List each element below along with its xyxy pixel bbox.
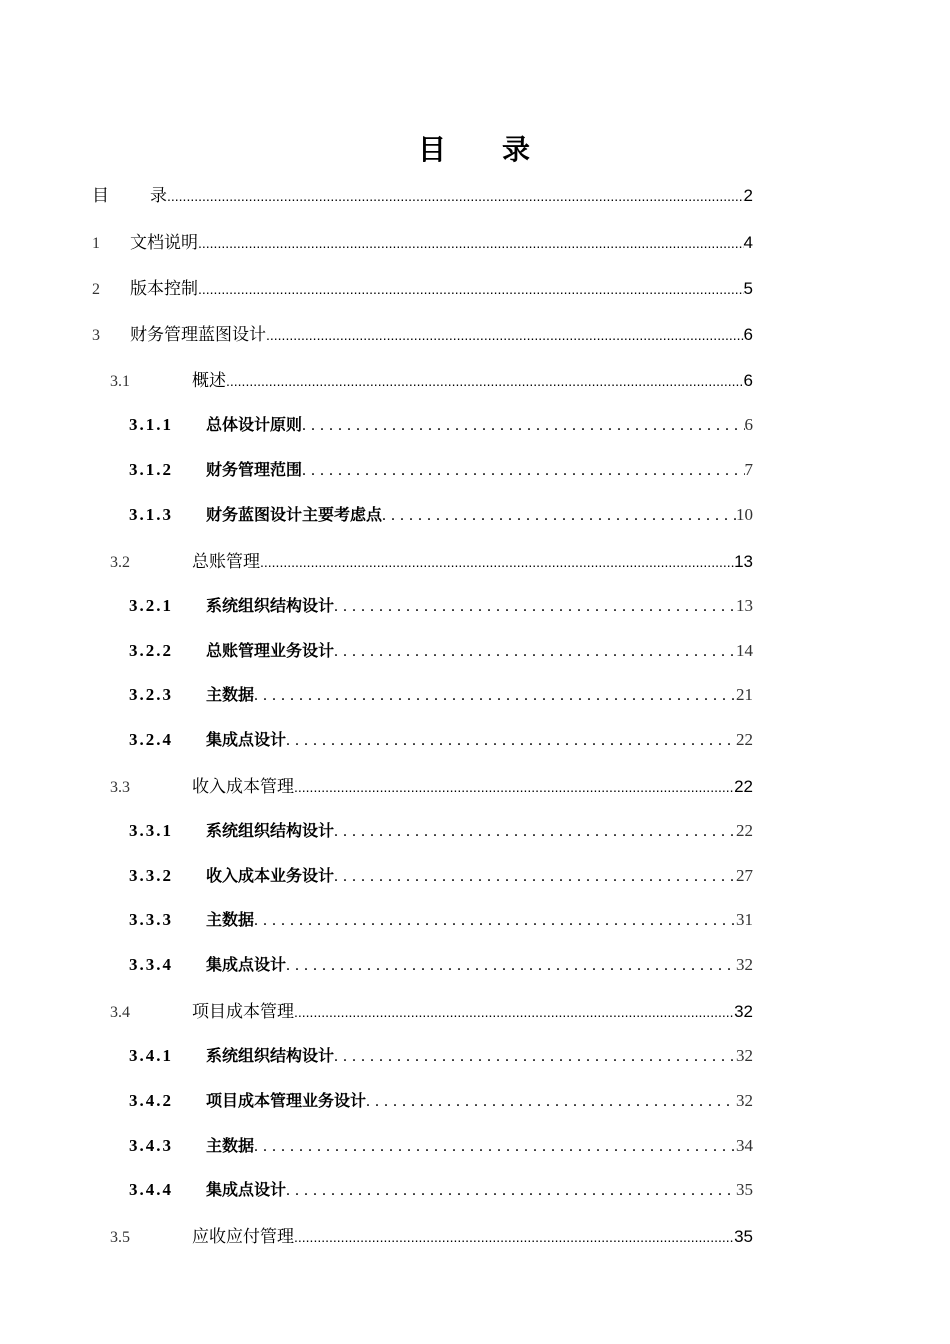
- toc-entry[interactable]: [110, 772, 753, 797]
- toc-entry-number: 3.5: [110, 1229, 130, 1246]
- toc-entry[interactable]: [129, 682, 753, 705]
- toc-entry-label: 集成点设计: [206, 730, 287, 749]
- toc-entry-label: 系统组织结构设计: [206, 821, 335, 840]
- toc-leader-dots: [198, 235, 744, 251]
- toc-entry-page: 34: [736, 1136, 753, 1155]
- toc-entry[interactable]: [129, 638, 753, 661]
- toc-entry-number: 3.1.2: [129, 460, 173, 479]
- toc-entry-number: 3: [92, 327, 100, 344]
- toc-entry[interactable]: [110, 547, 753, 572]
- toc-leader-dots: [294, 1004, 734, 1020]
- toc-entry-label: 总账管理业务设计: [206, 641, 335, 660]
- toc-entry-number: 3.3: [110, 779, 130, 796]
- toc-entry-page: 4: [743, 233, 753, 252]
- toc-entry-number: 2: [92, 281, 100, 298]
- toc-entry-number: 3.1: [110, 373, 130, 390]
- toc-leader-dots: [294, 779, 734, 795]
- toc-leader-dots: [198, 281, 744, 297]
- toc-entry-page: 2: [743, 186, 753, 205]
- toc-title-part2: 录: [502, 133, 533, 166]
- toc-leader-dots: [286, 732, 736, 750]
- toc-leader-dots: [167, 188, 744, 204]
- toc-leader-dots: [226, 373, 744, 389]
- toc-leader-dots: [382, 507, 736, 525]
- toc-entry-page: 14: [736, 641, 753, 660]
- toc-entry-page: 13: [734, 552, 753, 571]
- toc-leader-dots: [254, 687, 736, 705]
- toc-entry[interactable]: [129, 818, 753, 841]
- toc-entry-page: 32: [734, 1002, 753, 1021]
- toc-entry[interactable]: [129, 593, 753, 616]
- toc-entry-label: 项目成本管理业务设计: [206, 1091, 367, 1110]
- toc-entry-label: 主数据: [206, 910, 255, 929]
- toc-entry[interactable]: [129, 952, 753, 975]
- toc-entry-number: 3.2.2: [129, 641, 173, 660]
- toc-entry-page: 32: [736, 1046, 753, 1065]
- toc-entry[interactable]: [92, 181, 753, 206]
- toc-entry-page: 13: [736, 596, 753, 615]
- toc-entry-label: 集成点设计: [206, 955, 287, 974]
- toc-entry[interactable]: [129, 1133, 753, 1156]
- toc-entry-number: 3.4.2: [129, 1091, 173, 1110]
- toc-entry-label: 项目成本管理: [192, 1002, 294, 1021]
- toc-entry-label: 主数据: [206, 685, 255, 704]
- toc-entry-page: 21: [736, 685, 753, 704]
- toc-entry-page: 32: [736, 1091, 753, 1110]
- toc-entry-number: 3.2.3: [129, 685, 173, 704]
- toc-entry-label: 收入成本管理: [192, 777, 294, 796]
- toc-entry[interactable]: [92, 274, 753, 299]
- toc-entry-number: 3.1.1: [129, 415, 173, 434]
- toc-leader-dots: [266, 327, 744, 343]
- toc-entry-page: 22: [736, 821, 753, 840]
- toc-entry-number: 3.3.4: [129, 955, 173, 974]
- toc-entry-page: 31: [736, 910, 753, 929]
- toc-entry-label: 录: [150, 186, 167, 205]
- toc-entry-label: 集成点设计: [206, 1180, 287, 1199]
- toc-entry[interactable]: [129, 1088, 753, 1111]
- toc-leader-dots: [302, 462, 744, 480]
- toc-entry-number: 3.4.4: [129, 1180, 173, 1199]
- toc-leader-dots: [254, 912, 736, 930]
- toc-entry[interactable]: [110, 997, 753, 1022]
- toc-entry-label: 财务管理范围: [206, 460, 303, 479]
- toc-entry-page: 32: [736, 955, 753, 974]
- toc-entry[interactable]: [129, 457, 753, 480]
- toc-entry-number: 3.1.3: [129, 505, 173, 524]
- toc-entry-label: 系统组织结构设计: [206, 596, 335, 615]
- toc-entry-label: 收入成本业务设计: [206, 866, 335, 885]
- toc-entry-number: 3.2: [110, 554, 130, 571]
- toc-entry[interactable]: [92, 228, 753, 253]
- toc-entry-page: 10: [736, 505, 753, 524]
- toc-entry-label: 概述: [192, 371, 226, 390]
- toc-entry-page: 27: [736, 866, 753, 885]
- toc-entry-label: 财务蓝图设计主要考虑点: [206, 505, 383, 524]
- toc-entry-number: 3.4.1: [129, 1046, 173, 1065]
- toc-leader-dots: [254, 1138, 736, 1156]
- toc-entry-number: 3.4.3: [129, 1136, 173, 1155]
- toc-entry-number: 1: [92, 235, 100, 252]
- toc-entry[interactable]: [129, 1043, 753, 1066]
- toc-entry-page: 5: [743, 279, 753, 298]
- toc-entry-page: 6: [743, 325, 753, 344]
- toc-leader-dots: [334, 1048, 736, 1066]
- toc-entry[interactable]: [129, 907, 753, 930]
- toc-entry-label: 文档说明: [130, 233, 198, 252]
- toc-entry-label: 总体设计原则: [206, 415, 303, 434]
- toc-entry-label: 系统组织结构设计: [206, 1046, 335, 1065]
- toc-entry-page: 6: [743, 371, 753, 390]
- toc-entry-page: 6: [744, 415, 753, 434]
- toc-leader-dots: [302, 417, 744, 435]
- toc-entry-label: 版本控制: [130, 279, 198, 298]
- toc-entry-label: 应收应付管理: [192, 1227, 294, 1246]
- toc-leader-dots: [294, 1229, 734, 1245]
- toc-leader-dots: [366, 1093, 736, 1111]
- toc-entry-number: 3.4: [110, 1004, 130, 1021]
- toc-entry-page: 22: [734, 777, 753, 796]
- toc-entry-page: 35: [736, 1180, 753, 1199]
- toc-entry-number: 3.3.1: [129, 821, 173, 840]
- toc-entry[interactable]: [129, 412, 753, 435]
- toc-entry-page: 35: [734, 1227, 753, 1246]
- toc-leader-dots: [334, 868, 736, 886]
- toc-entry-page: 22: [736, 730, 753, 749]
- toc-entry-page: 7: [744, 460, 753, 479]
- toc-entry-number: 3.2.1: [129, 596, 173, 615]
- toc-leader-dots: [286, 1182, 736, 1200]
- toc-leader-dots: [334, 598, 736, 616]
- toc-entry-number: 3.3.2: [129, 866, 173, 885]
- toc-leader-dots: [334, 823, 736, 841]
- toc-entry[interactable]: [129, 727, 753, 750]
- toc-entry-number: 3.3.3: [129, 910, 173, 929]
- toc-leader-dots: [334, 643, 736, 661]
- toc-entry[interactable]: [110, 1222, 753, 1247]
- toc-entry-number: 目: [92, 186, 109, 206]
- toc-entry-label: 总账管理: [192, 552, 260, 571]
- toc-leader-dots: [286, 957, 736, 975]
- toc-entry[interactable]: [110, 366, 753, 391]
- toc-entry-label: 主数据: [206, 1136, 255, 1155]
- toc-leader-dots: [260, 554, 734, 570]
- toc-entry-number: 3.2.4: [129, 730, 173, 749]
- toc-entry[interactable]: [129, 863, 753, 886]
- toc-title-part1: 目: [417, 133, 448, 166]
- toc-entry[interactable]: [129, 502, 753, 525]
- toc-entry-label: 财务管理蓝图设计: [130, 325, 266, 344]
- toc-title: [0, 128, 950, 168]
- toc-entry[interactable]: [92, 320, 753, 345]
- toc-entry[interactable]: [129, 1177, 753, 1200]
